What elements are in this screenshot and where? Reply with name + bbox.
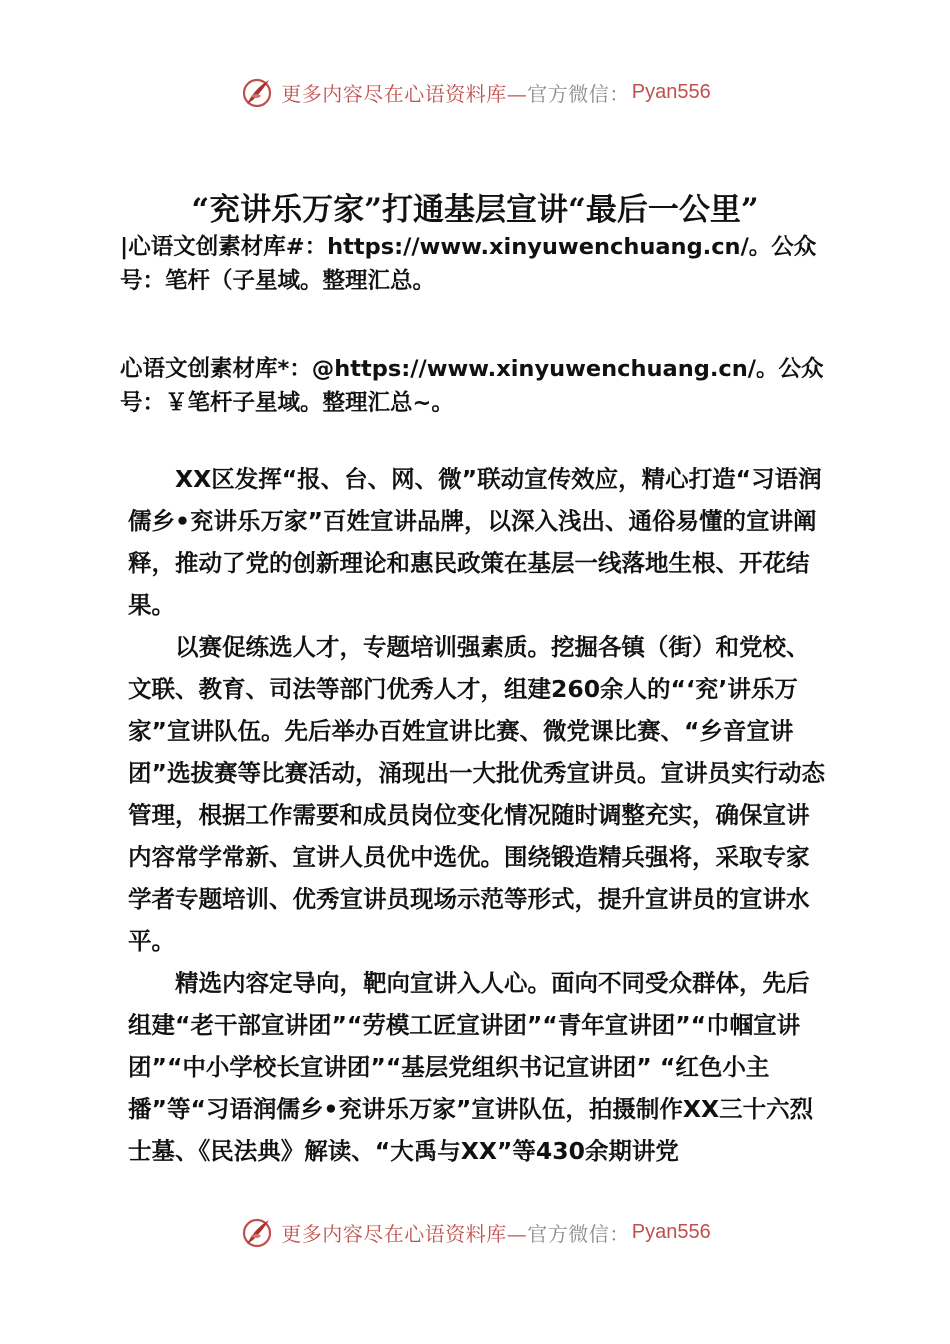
source-line-1: |心语文创素材库#：https://www.xinyuwenchuang.cn/。公众号：笔杆（子星域。整理汇总。 <box>120 234 817 294</box>
watermark-banner-bottom <box>0 1212 950 1252</box>
watermark-banner-top <box>0 72 950 112</box>
document-body <box>128 458 828 1172</box>
watermark-wechat-label: 官方微信： <box>527 81 630 106</box>
document-title: “兖讲乐万家”打通基层宣讲“最后一公里” <box>191 192 759 228</box>
watermark-wechat-id: Pyan556 <box>631 1220 711 1243</box>
watermark-wechat-label: 官方微信： <box>527 1221 630 1246</box>
paragraph-3: 精选内容定导向，靶向宣讲入人心。面向不同受众群体，先后组建“老干部宣讲团”“劳模工匠宣讲团”“青年宣讲团”“巾帼宣讲团”“中小学校长宣讲团”“基层党组织书记宣讲团” “红色小主播”等“习语润儒乡•兖讲乐万家”宣讲队伍，拍摄制作XX三十六烈士墓、《民法典》解读、“大禹与XX”等430余期讲党 <box>128 969 814 1165</box>
watermark-wechat-id: Pyan556 <box>631 80 711 103</box>
watermark-text: 更多内容尽在心语资料库— <box>281 81 528 106</box>
brush-logo-icon <box>239 1214 275 1250</box>
paragraph-2: 以赛促练选人才，专题培训强素质。挖掘各镇（街）和党校、文联、教育、司法等部门优秀人才，组建260余人的“‘兖’讲乐万家”宣讲队伍。先后举办百姓宣讲比赛、微党课比赛、“乡音宣讲团”选拔赛等比赛活动，涌现出一大批优秀宣讲员。宣讲员实行动态管理，根据工作需要和成员岗位变化情况随时调整充实，确保宣讲内容常学常新、宣讲人员优中选优。围绕锻造精兵强将，采取专家学者专题培训、优秀宣讲员现场示范等形式，提升宣讲员的宣讲水平。 <box>128 633 825 955</box>
brush-logo-icon <box>239 74 275 110</box>
watermark-text: 更多内容尽在心语资料库— <box>281 1221 528 1246</box>
paragraph-1: XX区发挥“报、台、网、微”联动宣传效应，精心打造“习语润儒乡•兖讲乐万家”百姓宣讲品牌，以深入浅出、通俗易懂的宣讲阐释，推动了党的创新理论和惠民政策在基层一线落地生根、开花结果。 <box>128 465 822 619</box>
source-line-2: 心语文创素材库*：@https://www.xinyuwenchuang.cn/。公众号：￥笔杆子星域。整理汇总~。 <box>120 356 824 416</box>
